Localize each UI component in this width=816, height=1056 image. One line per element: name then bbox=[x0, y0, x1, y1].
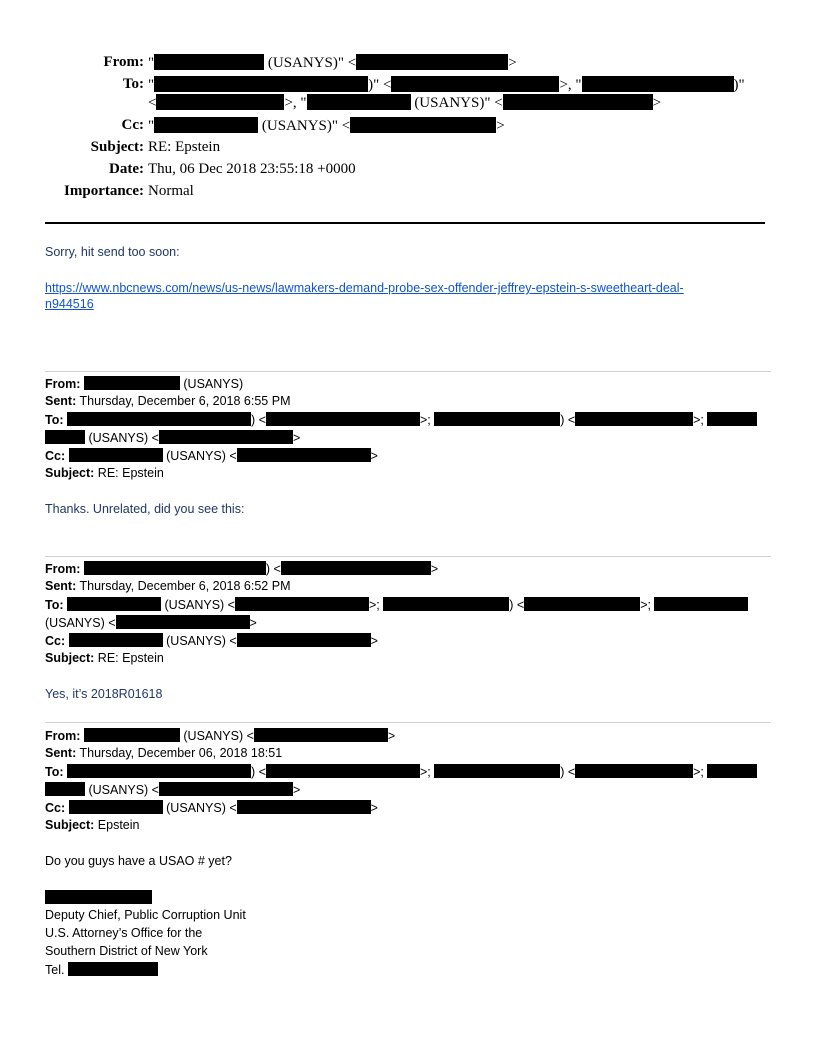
signature-office: U.S. Attorney’s Office for the bbox=[45, 926, 203, 940]
msg1-cc: Cc: (USANYS) < > bbox=[45, 449, 378, 463]
redaction-block bbox=[237, 633, 371, 647]
msg3-subject: Subject: Epstein bbox=[45, 818, 140, 832]
subject-value: RE: Epstein bbox=[148, 139, 221, 155]
redaction-block bbox=[84, 728, 180, 742]
msg2-subject: Subject: RE: Epstein bbox=[45, 651, 164, 665]
signature-district: Southern District of New York bbox=[45, 944, 208, 958]
redaction-block bbox=[391, 76, 559, 92]
msg1-to-line2: (USANYS) < > bbox=[45, 430, 300, 445]
to-value-line2: < >, " (USANYS)" < > bbox=[148, 95, 662, 111]
news-link-line2[interactable]: n944516 bbox=[45, 297, 94, 311]
signature-name bbox=[45, 890, 152, 905]
redaction-block bbox=[575, 764, 693, 778]
news-link[interactable] bbox=[45, 281, 684, 313]
redaction-block bbox=[237, 800, 371, 814]
redaction-block bbox=[281, 561, 431, 575]
redaction-block bbox=[235, 597, 369, 611]
msg2-body: Yes, it’s 2018R01618 bbox=[45, 687, 163, 701]
redaction-block bbox=[45, 890, 152, 904]
redaction-block bbox=[68, 962, 158, 976]
redaction-block bbox=[266, 412, 420, 426]
redaction-block bbox=[524, 597, 640, 611]
redaction-block bbox=[383, 597, 509, 611]
msg3-cc: Cc: (USANYS) < > bbox=[45, 801, 378, 815]
redaction-block bbox=[159, 430, 293, 444]
msg1-body: Thanks. Unrelated, did you see this: bbox=[45, 502, 245, 516]
message-divider bbox=[45, 722, 771, 723]
redaction-block bbox=[84, 561, 266, 575]
date-value: Thu, 06 Dec 2018 23:55:18 +0000 bbox=[148, 161, 356, 177]
from-value: " (USANYS)" < > bbox=[148, 55, 517, 71]
redaction-block bbox=[356, 54, 508, 70]
msg1-subject: Subject: RE: Epstein bbox=[45, 466, 164, 480]
msg1-sent: Sent: Thursday, December 6, 2018 6:55 PM bbox=[45, 394, 291, 408]
msg2-sent: Sent: Thursday, December 6, 2018 6:52 PM bbox=[45, 579, 291, 593]
redaction-block bbox=[84, 376, 180, 390]
from-label: From: bbox=[103, 54, 144, 70]
cc-value: " (USANYS)" < > bbox=[148, 118, 505, 134]
redaction-block bbox=[69, 800, 163, 814]
redaction-block bbox=[707, 412, 757, 426]
msg3-from: From: (USANYS) < > bbox=[45, 729, 396, 743]
redaction-block bbox=[307, 94, 411, 110]
redaction-block bbox=[69, 633, 163, 647]
msg1-from: From: (USANYS) bbox=[45, 377, 244, 391]
msg3-to-line2: (USANYS) < > bbox=[45, 782, 300, 797]
redaction-block bbox=[434, 764, 560, 778]
msg3-to-line1: To: ) < >; ) < >; bbox=[45, 764, 757, 779]
redaction-block bbox=[67, 412, 251, 426]
redaction-block bbox=[116, 615, 250, 629]
msg3-sent: Sent: Thursday, December 06, 2018 18:51 bbox=[45, 746, 283, 760]
redaction-block bbox=[154, 54, 264, 70]
redaction-block bbox=[154, 76, 368, 92]
redaction-block bbox=[156, 94, 284, 110]
redaction-block bbox=[350, 117, 496, 133]
msg2-cc: Cc: (USANYS) < > bbox=[45, 634, 378, 648]
redaction-block bbox=[575, 412, 693, 426]
to-value-line1: " )" < >, " )" bbox=[148, 77, 745, 93]
redaction-block bbox=[45, 782, 85, 796]
message-divider bbox=[45, 556, 771, 557]
redaction-block bbox=[154, 117, 258, 133]
news-link-line1[interactable]: https://www.nbcnews.com/news/us-news/lawmakers-demand-probe-sex-offender-jeffrey-epstein-s-sweetheart-deal- bbox=[45, 281, 684, 295]
cc-label: Cc: bbox=[121, 117, 144, 133]
msg2-from: From: ) < > bbox=[45, 562, 439, 576]
signature-tel: Tel. bbox=[45, 962, 158, 977]
header-divider bbox=[45, 222, 765, 224]
redaction-block bbox=[707, 764, 757, 778]
redaction-block bbox=[159, 782, 293, 796]
redaction-block bbox=[434, 412, 560, 426]
msg3-body: Do you guys have a USAO # yet? bbox=[45, 854, 232, 868]
redaction-block bbox=[67, 597, 161, 611]
redaction-block bbox=[45, 430, 85, 444]
msg2-to-line1: To: (USANYS) < >; ) < >; bbox=[45, 597, 748, 612]
importance-value: Normal bbox=[148, 183, 194, 199]
redaction-block bbox=[69, 448, 163, 462]
msg1-to-line1: To: ) < >; ) < >; bbox=[45, 412, 757, 427]
redaction-block bbox=[67, 764, 251, 778]
subject-label: Subject: bbox=[90, 139, 144, 155]
redaction-block bbox=[237, 448, 371, 462]
body-text: Sorry, hit send too soon: bbox=[45, 245, 180, 259]
redaction-block bbox=[582, 76, 734, 92]
signature-title: Deputy Chief, Public Corruption Unit bbox=[45, 908, 246, 922]
importance-label: Importance: bbox=[64, 183, 144, 199]
date-label: Date: bbox=[109, 161, 144, 177]
message-divider bbox=[45, 371, 771, 372]
redaction-block bbox=[503, 94, 653, 110]
to-label: To: bbox=[122, 76, 144, 92]
redaction-block bbox=[266, 764, 420, 778]
msg2-to-line2: (USANYS) < > bbox=[45, 616, 257, 630]
redaction-block bbox=[254, 728, 388, 742]
redaction-block bbox=[654, 597, 748, 611]
